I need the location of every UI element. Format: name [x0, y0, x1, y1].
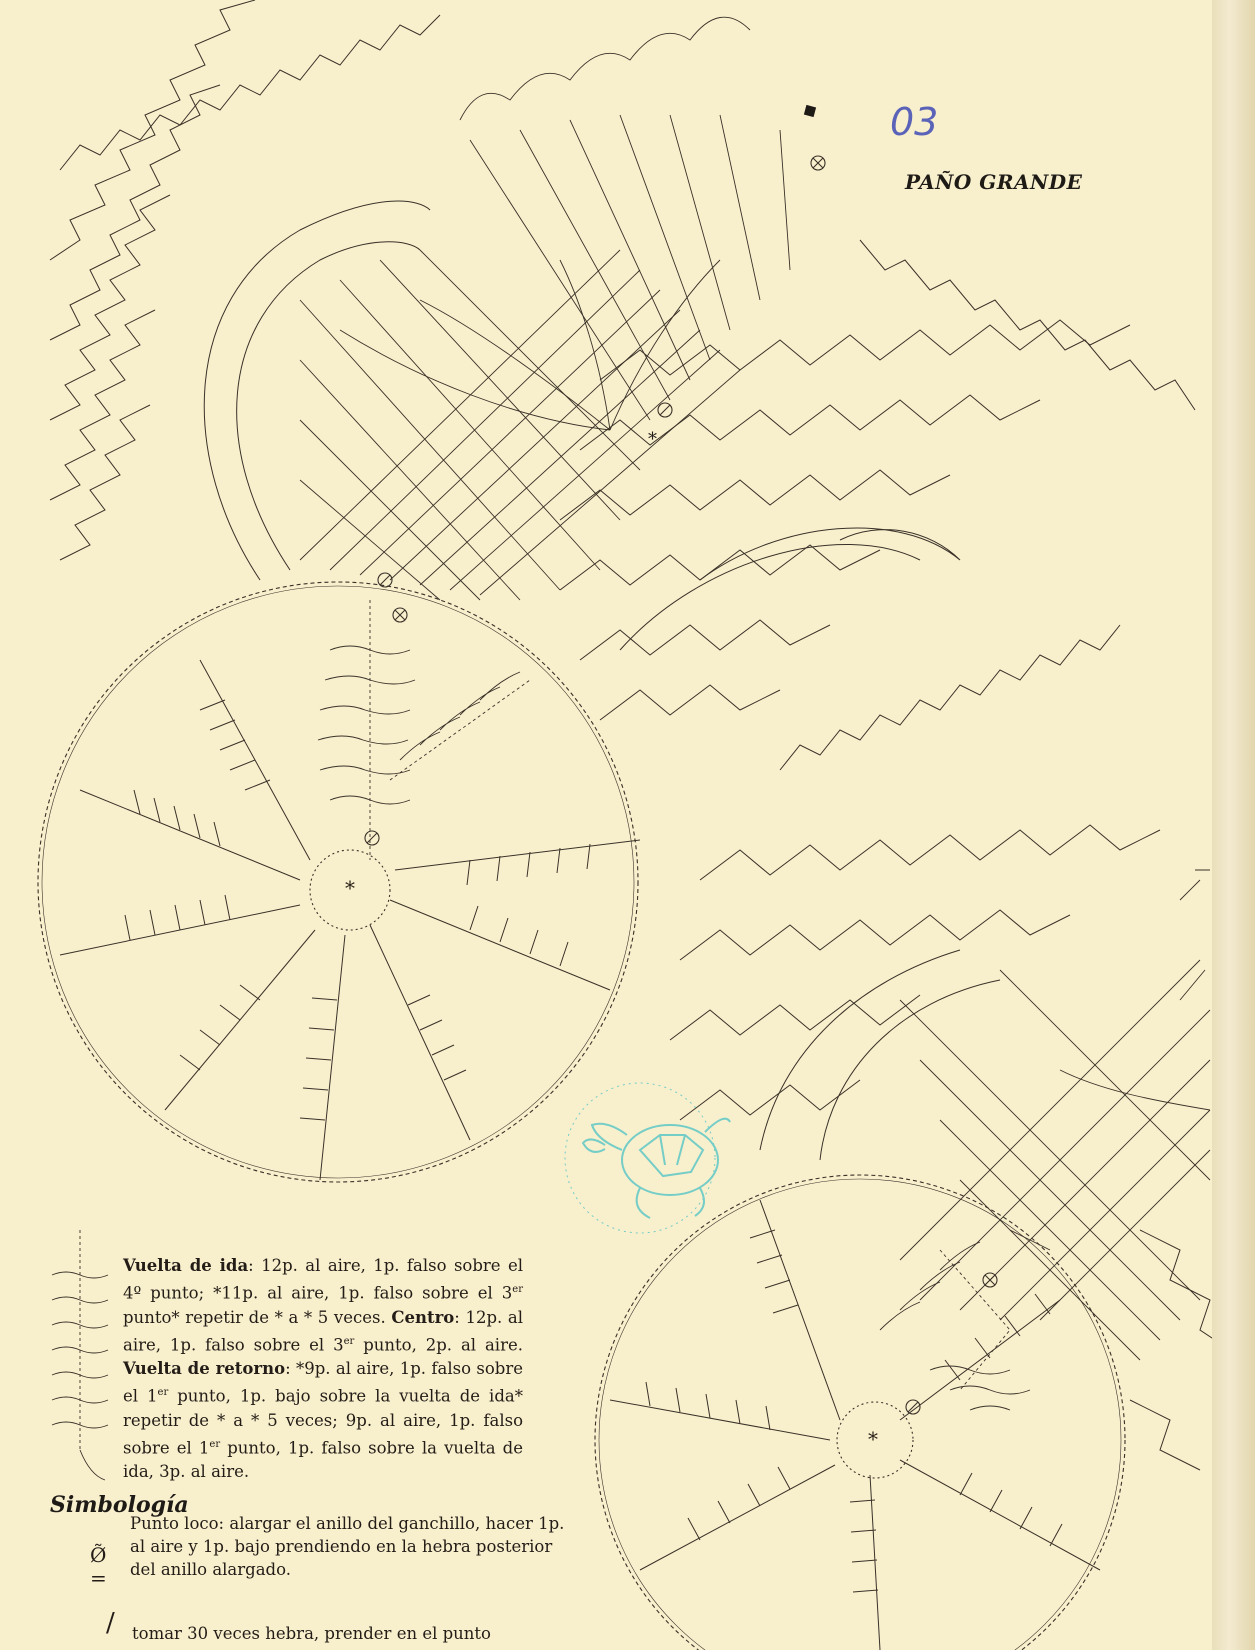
lower-circle-motif	[595, 1175, 1125, 1650]
sup-er-3: er	[157, 1387, 169, 1398]
symbology-heading: Simbología	[50, 1492, 189, 1518]
handwritten-page-number: 03	[890, 100, 939, 144]
svg-text:*: *	[868, 1427, 878, 1451]
text-vuelta-de-ida-b: punto* repetir de * a * 5 veces.	[123, 1307, 392, 1327]
text-centro-b: punto, 2p. al aire.	[354, 1335, 523, 1354]
page-gutter	[1212, 0, 1255, 1650]
upper-zigzag-fan	[50, 0, 440, 580]
crossed-circle-icons	[365, 156, 997, 1414]
text-vuelta-de-retorno: : *9p. al aire, 1p. falso sobre el 1	[123, 1359, 523, 1406]
upper-chain-column	[318, 600, 530, 860]
middle-zigzag-fan	[560, 240, 1195, 720]
label-vuelta-de-ida: Vuelta de ida	[123, 1256, 249, 1275]
punto-loco-symbol-icon: Ø̃ =	[90, 1543, 107, 1590]
text-centro: : 12p. al aire, 1p. falso sobre el 3	[123, 1307, 523, 1354]
upper-lace-net	[300, 17, 790, 600]
text-vuelta-de-retorno-b: punto, 1p. bajo sobre la vuelta de ida* repetir de * a * 5 veces; 9p. al aire, 1p. falso sobre el 1	[123, 1386, 523, 1457]
sup-er-1: er	[512, 1284, 523, 1295]
lower-zigzag-fan	[670, 625, 1160, 1160]
label-centro: Centro	[391, 1307, 455, 1327]
sup-er-4: er	[209, 1438, 221, 1450]
long-stitch-symbol-icon: /	[106, 1608, 115, 1638]
text-vuelta-de-ida: : 12p. al aire, 1p. falso sobre el 4º punto; *11p. al aire, 1p. falso sobre el 3	[123, 1256, 523, 1303]
upper-circle-motif	[38, 582, 638, 1182]
page-title: PAÑO GRANDE	[905, 170, 1083, 194]
label-vuelta-de-retorno: Vuelta de retorno	[123, 1359, 286, 1378]
instruction-chain-sample	[52, 1230, 108, 1480]
svg-text:*: *	[345, 876, 355, 900]
text-vuelta-de-retorno-c: punto, 1p. falso sobre la vuelta de ida, 3p. al aire.	[123, 1438, 524, 1481]
lower-lace-net	[880, 870, 1210, 1410]
instructions-paragraph	[123, 1254, 523, 1484]
punto-loco-description: Punto loco: alargar el anillo del ganchillo, hacer 1p. al aire y 1p. bajo prendiendo en la hebra posterior del anillo alargado.	[130, 1514, 565, 1579]
turtle-stamp-icon	[565, 1083, 730, 1233]
upper-circle-spokes	[60, 660, 640, 1180]
svg-text:*: *	[648, 429, 657, 450]
sup-er-2: er	[343, 1335, 355, 1347]
start-marker-icons	[648, 105, 816, 450]
long-stitch-description: tomar 30 veces hebra, prender en el punto	[132, 1624, 491, 1643]
lower-circle-spokes	[610, 1200, 1100, 1650]
